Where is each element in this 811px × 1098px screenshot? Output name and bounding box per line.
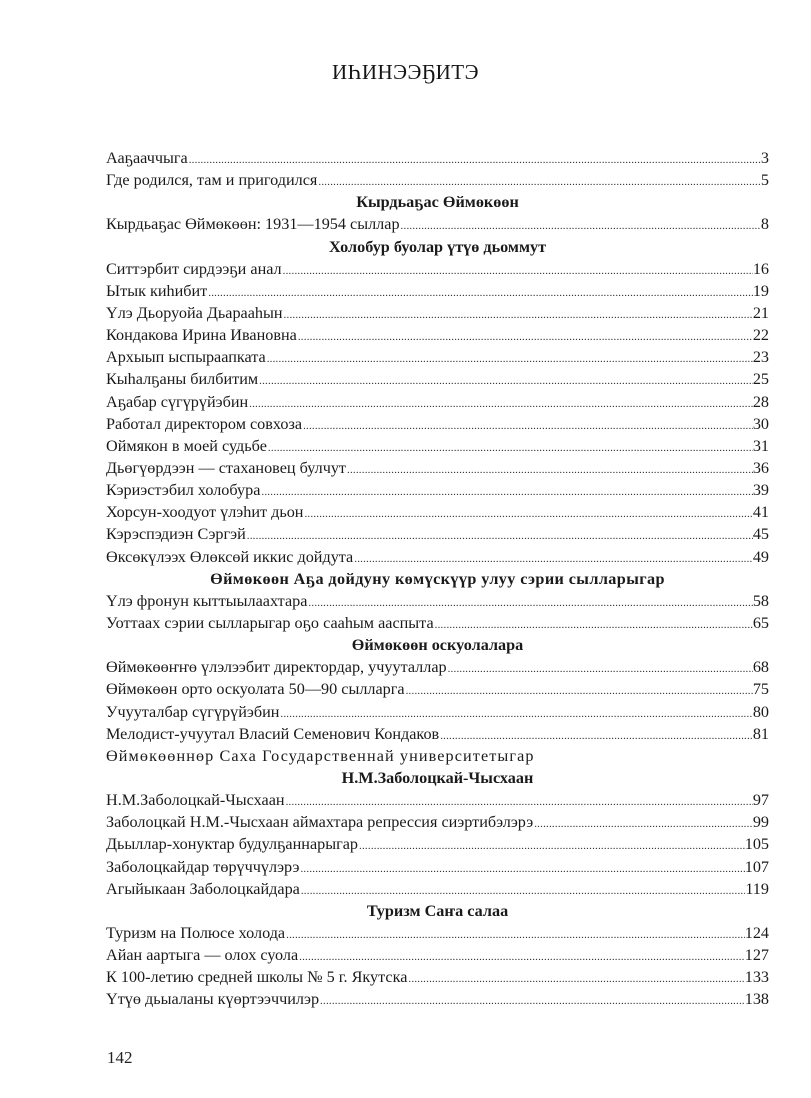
toc-entry-title: Ситтэрбит сирдээҕи анал xyxy=(106,259,282,278)
toc-entry-page: 41 xyxy=(752,503,769,522)
toc-entry[interactable] xyxy=(106,523,769,545)
toc-entry-page: 80 xyxy=(752,702,769,721)
toc-entry-page: 8 xyxy=(760,215,769,234)
toc-entry[interactable] xyxy=(106,147,769,169)
toc-entry-page: 68 xyxy=(752,658,769,677)
dot-leader xyxy=(267,348,753,368)
toc-entry-page: 105 xyxy=(744,835,769,854)
toc-entry[interactable] xyxy=(106,546,769,568)
toc-entry-page: 97 xyxy=(752,791,769,810)
toc-entry-page: 99 xyxy=(752,813,769,832)
dot-leader xyxy=(435,614,753,634)
toc-entry-title: Дьыллар-хонуктар будулҕаннарыгар xyxy=(106,835,359,854)
dot-leader xyxy=(268,437,753,457)
dot-leader xyxy=(308,592,752,612)
toc-entry-page: 21 xyxy=(752,303,769,322)
toc-entry[interactable] xyxy=(106,656,769,678)
toc-entry-title: Мелодист-учуутал Власий Семенович Кондаков xyxy=(106,724,440,743)
section-heading: Кырдьаҕас Өймөкөөн xyxy=(356,193,519,212)
section-heading: Холобур буолар үтүө дьоммут xyxy=(328,237,547,256)
toc-entry[interactable] xyxy=(106,501,769,523)
toc-entry-page: 16 xyxy=(752,259,769,278)
toc-entry-title: Кэрэспэдиэн Сэргэй xyxy=(106,525,246,544)
toc-entry-title: Заболоцкайдар төрүччүлэрэ xyxy=(106,857,300,876)
dot-leader xyxy=(247,525,753,545)
toc-entry[interactable] xyxy=(106,612,769,634)
toc-entry[interactable] xyxy=(106,988,769,1010)
dot-leader xyxy=(298,326,753,346)
toc-entry-title: Үлэ фронун кыттыылаахтара xyxy=(106,591,308,610)
toc-entry[interactable] xyxy=(106,391,769,413)
page-title: ИҺИНЭЭҔИТЭ xyxy=(332,60,479,84)
toc-entry[interactable] xyxy=(106,878,769,900)
toc-entry[interactable] xyxy=(106,457,769,479)
toc-entry-title: Айан аартыга — олох суола xyxy=(106,946,299,965)
dot-leader xyxy=(286,791,753,811)
dot-leader xyxy=(347,459,753,479)
toc-entry[interactable] xyxy=(106,280,769,302)
toc-entry-title: Оймякон в моей судьбе xyxy=(106,436,267,455)
toc-entry-page: 58 xyxy=(752,591,769,610)
dot-leader xyxy=(534,813,753,833)
toc-entry[interactable] xyxy=(106,479,769,501)
toc-entry[interactable] xyxy=(106,590,769,612)
toc-entry-page: 119 xyxy=(745,879,769,898)
dot-leader xyxy=(300,858,744,878)
dot-leader xyxy=(284,304,753,324)
toc-entry[interactable] xyxy=(106,723,769,745)
toc-entry-page: 127 xyxy=(744,946,769,965)
toc-entry[interactable] xyxy=(106,169,769,191)
dot-leader xyxy=(286,924,745,944)
toc-entry[interactable] xyxy=(106,258,769,280)
toc-entry[interactable] xyxy=(106,966,769,988)
toc-entry-page: 81 xyxy=(752,724,769,743)
toc-entry-page: 22 xyxy=(752,326,769,345)
toc-entry-title: Үлэ Дьоруойа Дьарааһын xyxy=(106,303,283,322)
toc-entry-title: Уоттаах сэрии сылларыгар оҕо сааһым ааспыта xyxy=(106,613,434,632)
toc-entry[interactable] xyxy=(106,324,769,346)
toc-entry-title: Кыһалҕаны билбитим xyxy=(106,370,259,389)
toc-entry-title: Үтүө дьыаланы күөртээччилэр xyxy=(106,990,320,1009)
toc-entry[interactable] xyxy=(106,678,769,700)
toc-entry-title: Н.М.Заболоцкай-Чысхаан xyxy=(106,791,285,810)
dot-leader xyxy=(299,946,745,966)
toc-entry[interactable] xyxy=(106,789,769,811)
toc-entry-page: 3 xyxy=(760,149,769,167)
page-number: 142 xyxy=(107,1048,133,1067)
dot-leader xyxy=(261,481,752,501)
toc-entry-title: Кондакова Ирина Ивановна xyxy=(106,326,297,345)
toc-entry-page: 23 xyxy=(752,348,769,367)
toc-entry-page: 45 xyxy=(752,525,769,544)
toc-entry-title: Работал директором совхоза xyxy=(106,414,303,433)
toc-entry-title: Өймөкөөн орто оскуолата 50—90 сылларга xyxy=(106,680,405,699)
dot-leader xyxy=(354,548,753,568)
toc-entry-title: Өймөкөөҥҥө үлэлээбит директордар, учууталлар xyxy=(106,658,447,677)
dot-leader xyxy=(401,215,761,235)
dot-leader xyxy=(318,171,761,191)
dot-leader xyxy=(448,658,753,678)
toc-entry-page: 65 xyxy=(752,613,769,632)
toc-entry-title: Ытык киһибит xyxy=(106,281,208,300)
toc-entry-title: Архыып ыспыраапката xyxy=(106,348,266,367)
toc-entry-page: 49 xyxy=(752,547,769,566)
toc-entry[interactable] xyxy=(106,944,769,966)
dot-leader xyxy=(259,370,753,390)
dot-leader xyxy=(189,149,761,169)
toc-entry-page: 25 xyxy=(752,370,769,389)
dot-leader xyxy=(283,260,753,280)
toc-entry-page: 30 xyxy=(752,414,769,433)
toc-entry-page: 28 xyxy=(752,392,769,411)
toc-entry[interactable] xyxy=(106,368,769,390)
toc-entry-page: 36 xyxy=(752,458,769,477)
toc-entry[interactable] xyxy=(106,745,769,767)
dot-leader xyxy=(320,990,745,1010)
dot-leader xyxy=(359,835,745,855)
toc-entry[interactable] xyxy=(106,701,769,723)
toc-entry-page: 133 xyxy=(744,968,769,987)
toc-entry-title: Аҕабар сүгүрүйэбин xyxy=(106,392,249,411)
table-of-contents xyxy=(106,147,769,1010)
dot-leader xyxy=(208,282,753,302)
toc-entry-title: К 100-летию средней школы № 5 г. Якутска xyxy=(106,968,408,987)
toc-entry-title: Туризм на Полюсе холода xyxy=(106,923,286,942)
toc-entry-page: 19 xyxy=(752,281,769,300)
dot-leader xyxy=(408,968,744,988)
toc-entry[interactable] xyxy=(106,833,769,855)
toc-entry-title: Кырдьаҕас Өймөкөөн: 1931—1954 сыллар xyxy=(106,215,400,234)
toc-entry[interactable] xyxy=(106,302,769,324)
toc-entry-title: Агыйыкаан Заболоцкайдара xyxy=(106,879,300,898)
toc-entry-title: Дьөгүөрдээн — стахановец булчут xyxy=(106,458,346,477)
dot-leader xyxy=(249,393,753,413)
toc-entry-page: 107 xyxy=(744,857,769,876)
toc-entry[interactable] xyxy=(106,413,769,435)
dot-leader xyxy=(280,703,752,723)
toc-entry[interactable] xyxy=(106,811,769,833)
toc-entry-page: 75 xyxy=(752,680,769,699)
section-heading: Өймөкөөн Аҕа дойдуну көмүскүүр улуу сэрии сылларыгар xyxy=(210,569,665,588)
dot-leader xyxy=(304,503,752,523)
section-heading: Туризм Саҥа салаа xyxy=(366,901,509,920)
toc-entry-title: Хорсун-хоодуот үлэһит дьон xyxy=(106,503,304,522)
toc-entry-title: Өймөкөөннөр Саха Государственнай университетыгар xyxy=(106,746,535,765)
toc-entry[interactable] xyxy=(106,346,769,368)
section-heading: Өймөкөөн оскуолалара xyxy=(351,636,524,655)
toc-entry-title: Өксөкүлээх Өлөксөй иккис дойдута xyxy=(106,547,354,566)
dot-leader xyxy=(440,725,753,745)
dot-leader xyxy=(303,415,753,435)
toc-entry-title: Учууталбар сүгүрүйэбин xyxy=(106,702,280,721)
toc-entry-title: Заболоцкай Н.М.-Чысхаан аймахтара репрессия сиэртибэлэрэ xyxy=(106,813,534,832)
toc-entry[interactable] xyxy=(106,856,769,878)
toc-entry[interactable] xyxy=(106,922,769,944)
toc-entry-page: 5 xyxy=(760,171,769,190)
dot-leader xyxy=(406,680,753,700)
toc-entry-title: Ааҕааччыга xyxy=(106,149,188,167)
toc-entry-page: 124 xyxy=(744,923,769,942)
toc-entry-page: 39 xyxy=(752,481,769,500)
dot-leader xyxy=(301,880,745,900)
toc-entry-title: Где родился, там и пригодился xyxy=(106,171,318,190)
toc-entry-title: Кэриэстэбил холобура xyxy=(106,481,261,500)
toc-entry[interactable] xyxy=(106,435,769,457)
toc-entry[interactable] xyxy=(106,213,769,235)
toc-entry-page: 31 xyxy=(752,436,769,455)
toc-entry-page: 138 xyxy=(744,990,769,1009)
section-heading: Н.М.Заболоцкай-Чысхаан xyxy=(341,768,534,787)
